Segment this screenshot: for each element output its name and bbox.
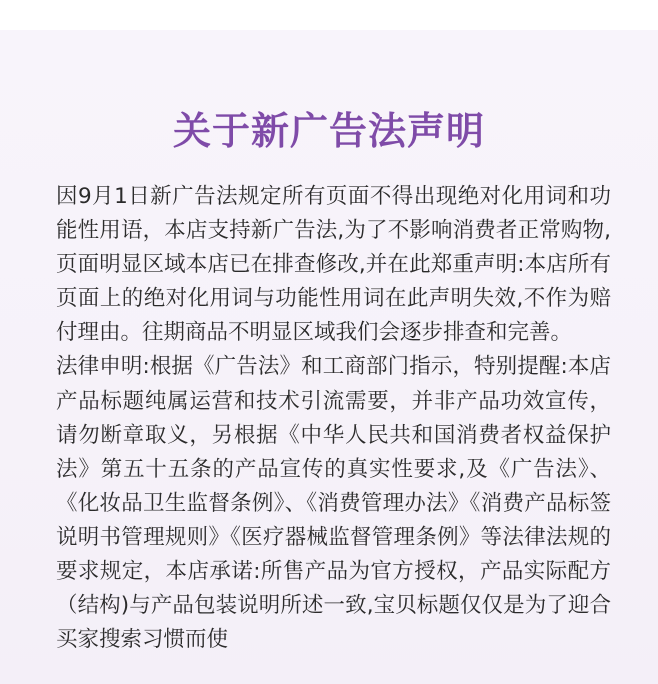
legal-statement-paragraph: 法律申明:根据《广告法》和工商部门指示，特别提醒:本店产品标题纯属运营和技术引流需要，并非产品功效宣传，请勿断章取义，另根据《中华人民共和国消费者权益保护法》第五十五条的产品宣传的真实性要求,及《广告法》、《化妆品卫生监督条例》、《消费管理办法》《消费产品标签说明书管理规则》《医疗器械监督管理条例》等法律法规的要求规定，本店承诺:所售产品为官方授权，产品实际配方（结构)与产品包装说明所述一致,宝贝标题仅仅是为了迎合买家搜索习惯而使: [56, 354, 611, 653]
statement-content: [56, 180, 611, 684]
top-white-strip: [0, 0, 658, 30]
statement-paragraph: 因9月1日新广告法规定所有页面不得出现绝对化用词和功能性用语，本店支持新广告法,为了不影响消费者正常购物,页面明显区域本店已在排查修改,并在此郑重声明:本店所有页面上的绝对化用词与功能性用词在此声明失效,不作为赔付理由。往期商品不明显区域我们会逐步排查和完善。: [56, 184, 611, 346]
page-title: 关于新广告法声明: [172, 109, 485, 154]
